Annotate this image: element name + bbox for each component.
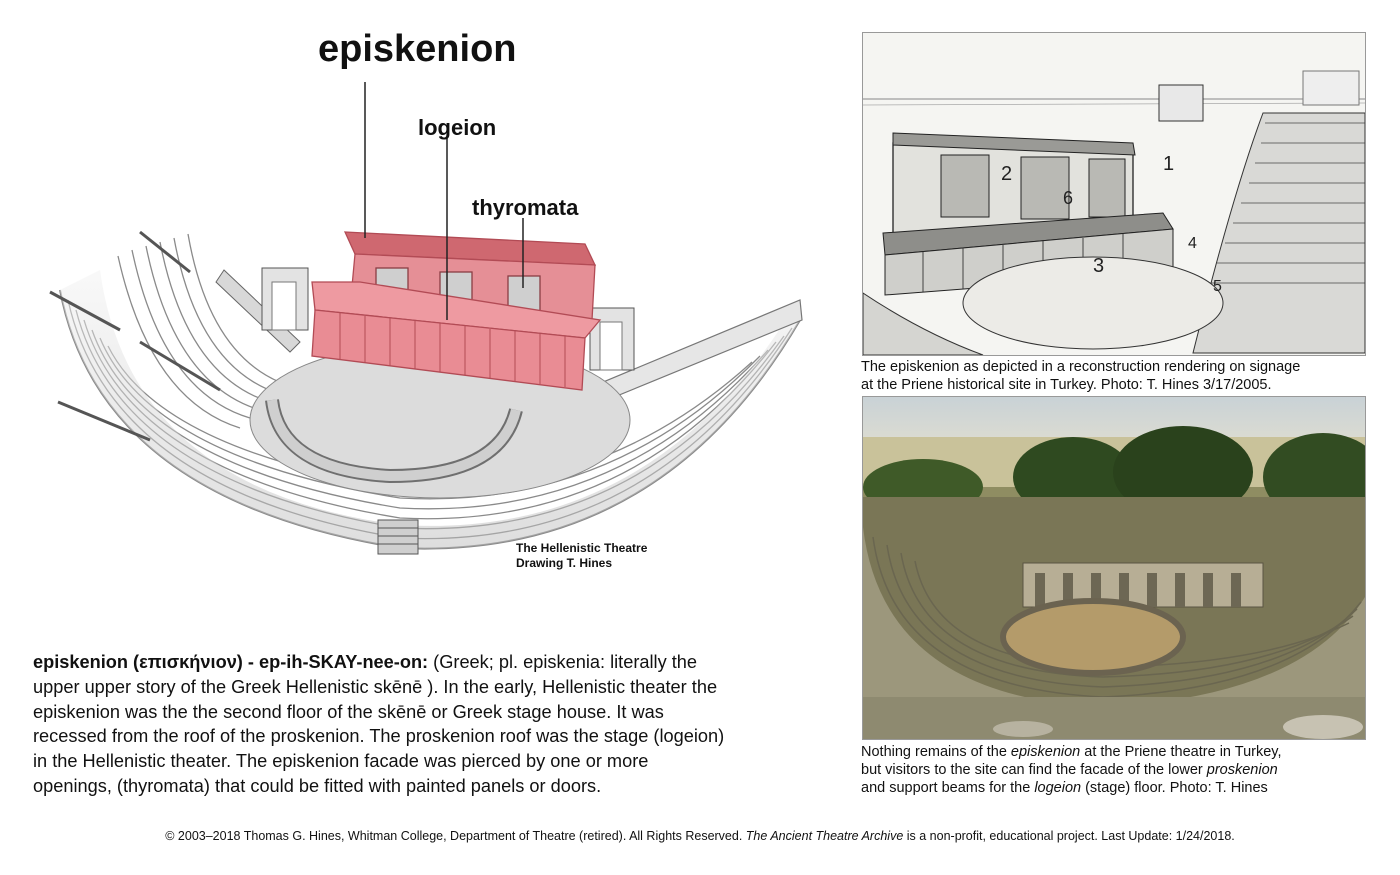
definition-term: episkenion (επισκήνιον) - ep-ih-SKAY-nee-on: bbox=[33, 652, 429, 672]
ruins-photo bbox=[863, 397, 1365, 739]
sketch-number-4: 4 bbox=[1188, 235, 1197, 252]
central-stairs bbox=[378, 520, 418, 554]
theatre-drawing bbox=[40, 20, 820, 620]
definition-line6: openings, (thyromata) that could be fitted with painted panels or doors. bbox=[33, 775, 602, 796]
definition-line1: episkenion (επισκήνιον) - ep-ih-SKAY-nee-on: (Greek; pl. episkenia: literally the bbox=[33, 652, 698, 672]
definition-line2: upper upper story of the Greek Hellenistic skēnē ). In the early, Hellenistic theater the bbox=[33, 676, 718, 697]
copyright-footer: © 2003–2018 Thomas G. Hines, Whitman College, Department of Theatre (retired). All Rights Reserved. The Ancient Theatre Archive is a non-profit, educational project. Last Update: 1/24/2018. bbox=[165, 829, 1235, 843]
diagram-caption bbox=[516, 541, 647, 571]
definition-line4: recessed from the roof of the proskenion. The proskenion roof was the stage (logeion) bbox=[33, 726, 725, 747]
diagram-caption-line2: Drawing T. Hines bbox=[516, 556, 613, 570]
ruins-caption-line1: Nothing remains of the episkenion at the Priene theatre in Turkey, bbox=[861, 744, 1282, 760]
ruins-caption bbox=[861, 743, 1381, 797]
right-gate bbox=[590, 308, 634, 370]
definition-line3: episkenion was the the second floor of the skēnē or Greek stage house. It was bbox=[33, 701, 664, 722]
reconstruction-sketch bbox=[862, 32, 1366, 356]
left-gate bbox=[262, 268, 308, 330]
priene-theatre-photo bbox=[862, 396, 1366, 740]
sketch-number-3: 3 bbox=[1093, 255, 1105, 277]
sketch-drawing bbox=[863, 33, 1365, 355]
sketch-number-2: 2 bbox=[1001, 163, 1013, 185]
sketch-number-1: 1 bbox=[1163, 153, 1175, 175]
sketch-caption bbox=[861, 358, 1381, 394]
archive-name: The Ancient Theatre Archive bbox=[745, 829, 904, 843]
sketch-caption-line1: The episkenion as depicted in a reconstruction rendering on signage bbox=[861, 359, 1301, 375]
diagram-caption-line1: The Hellenistic Theatre bbox=[516, 541, 648, 555]
sketch-number-5: 5 bbox=[1213, 278, 1222, 295]
ruins-caption-line2: but visitors to the site can find the facade of the lower proskenion bbox=[861, 762, 1278, 778]
sketch-caption-line2: at the Priene historical site in Turkey. Photo: T. Hines 3/17/2005. bbox=[861, 377, 1272, 393]
definition-paragraph bbox=[33, 650, 833, 799]
ruins-caption-line3: and support beams for the logeion (stage) floor. Photo: T. Hines bbox=[861, 780, 1268, 796]
sketch-number-6: 6 bbox=[1063, 188, 1074, 208]
label-episkenion: episkenion bbox=[318, 28, 517, 70]
definition-line5: in the Hellenistic theater. The episkenion facade was pierced by one or more bbox=[33, 751, 649, 772]
label-logeion: logeion bbox=[418, 115, 497, 140]
label-thyromata: thyromata bbox=[472, 195, 579, 220]
hellenistic-theatre-diagram bbox=[40, 20, 820, 620]
